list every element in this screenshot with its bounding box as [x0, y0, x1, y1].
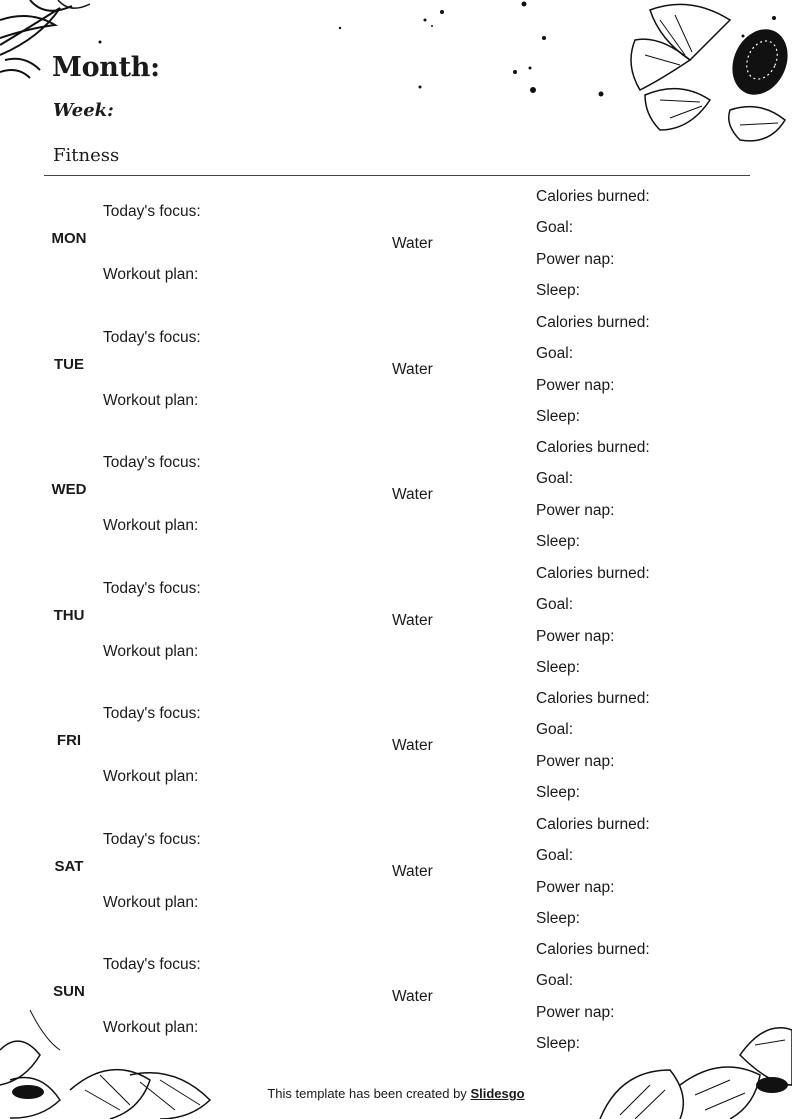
day-name: MON: [51, 230, 87, 247]
calories-field[interactable]: Calories burned:: [536, 816, 650, 833]
section-title: Fitness: [53, 145, 120, 166]
goal-field[interactable]: Goal:: [536, 972, 574, 989]
power-nap-field[interactable]: Power nap:: [536, 377, 615, 394]
calories-field[interactable]: Calories burned:: [536, 941, 650, 958]
water-tracker[interactable]: Water: [392, 863, 433, 880]
calories-field[interactable]: Calories burned:: [536, 439, 650, 456]
day-name: WED: [51, 481, 87, 498]
power-nap-field[interactable]: Power nap:: [536, 879, 615, 896]
focus-field[interactable]: Today's focus:: [103, 329, 201, 346]
month-title: Month:: [52, 52, 160, 83]
focus-field[interactable]: Today's focus:: [103, 705, 201, 722]
slidesgo-link[interactable]: Slidesgo: [470, 1086, 525, 1101]
sleep-field[interactable]: Sleep:: [536, 408, 580, 425]
workout-plan-field[interactable]: Workout plan:: [103, 643, 199, 660]
focus-field[interactable]: Today's focus:: [103, 454, 201, 471]
footer-credit: [0, 1086, 792, 1101]
goal-field[interactable]: Goal:: [536, 596, 574, 613]
dots-decoration-icon: [330, 0, 630, 110]
day-name: SUN: [53, 983, 85, 1000]
water-tracker[interactable]: Water: [392, 361, 433, 378]
focus-field[interactable]: Today's focus:: [103, 580, 201, 597]
sleep-field[interactable]: Sleep:: [536, 910, 580, 927]
calories-field[interactable]: Calories burned:: [536, 690, 650, 707]
week-label: Week:: [53, 100, 114, 121]
power-nap-field[interactable]: Power nap:: [536, 251, 615, 268]
calories-field[interactable]: Calories burned:: [536, 565, 650, 582]
day-name: THU: [53, 607, 85, 624]
day-row-sat: [0, 814, 792, 940]
sleep-field[interactable]: Sleep:: [536, 659, 580, 676]
day-name: FRI: [56, 732, 82, 749]
water-tracker[interactable]: Water: [392, 486, 433, 503]
day-row-thu: [0, 563, 792, 689]
day-row-mon: [0, 186, 792, 312]
water-tracker[interactable]: Water: [392, 612, 433, 629]
focus-field[interactable]: Today's focus:: [103, 203, 201, 220]
goal-field[interactable]: Goal:: [536, 470, 574, 487]
goal-field[interactable]: Goal:: [536, 721, 574, 738]
day-row-sun: [0, 939, 792, 1065]
workout-plan-field[interactable]: Workout plan:: [103, 517, 199, 534]
water-tracker[interactable]: Water: [392, 737, 433, 754]
footer-text: This template has been created by: [267, 1086, 467, 1101]
goal-field[interactable]: Goal:: [536, 219, 574, 236]
power-nap-field[interactable]: Power nap:: [536, 502, 615, 519]
day-row-fri: [0, 688, 792, 814]
workout-plan-field[interactable]: Workout plan:: [103, 266, 199, 283]
goal-field[interactable]: Goal:: [536, 345, 574, 362]
sleep-field[interactable]: Sleep:: [536, 533, 580, 550]
flower-decoration-icon: [620, 0, 792, 160]
workout-plan-field[interactable]: Workout plan:: [103, 1019, 199, 1036]
workout-plan-field[interactable]: Workout plan:: [103, 894, 199, 911]
day-row-tue: [0, 312, 792, 438]
sleep-field[interactable]: Sleep:: [536, 784, 580, 801]
workout-plan-field[interactable]: Workout plan:: [103, 768, 199, 785]
water-tracker[interactable]: Water: [392, 235, 433, 252]
power-nap-field[interactable]: Power nap:: [536, 628, 615, 645]
calories-field[interactable]: Calories burned:: [536, 188, 650, 205]
workout-plan-field[interactable]: Workout plan:: [103, 392, 199, 409]
header-divider: [44, 175, 750, 176]
sleep-field[interactable]: Sleep:: [536, 282, 580, 299]
water-tracker[interactable]: Water: [392, 988, 433, 1005]
power-nap-field[interactable]: Power nap:: [536, 1004, 615, 1021]
goal-field[interactable]: Goal:: [536, 847, 574, 864]
calories-field[interactable]: Calories burned:: [536, 314, 650, 331]
power-nap-field[interactable]: Power nap:: [536, 753, 615, 770]
day-row-wed: [0, 437, 792, 563]
sleep-field[interactable]: Sleep:: [536, 1035, 580, 1052]
focus-field[interactable]: Today's focus:: [103, 956, 201, 973]
focus-field[interactable]: Today's focus:: [103, 831, 201, 848]
day-name: SAT: [54, 858, 84, 875]
day-name: TUE: [54, 356, 84, 373]
